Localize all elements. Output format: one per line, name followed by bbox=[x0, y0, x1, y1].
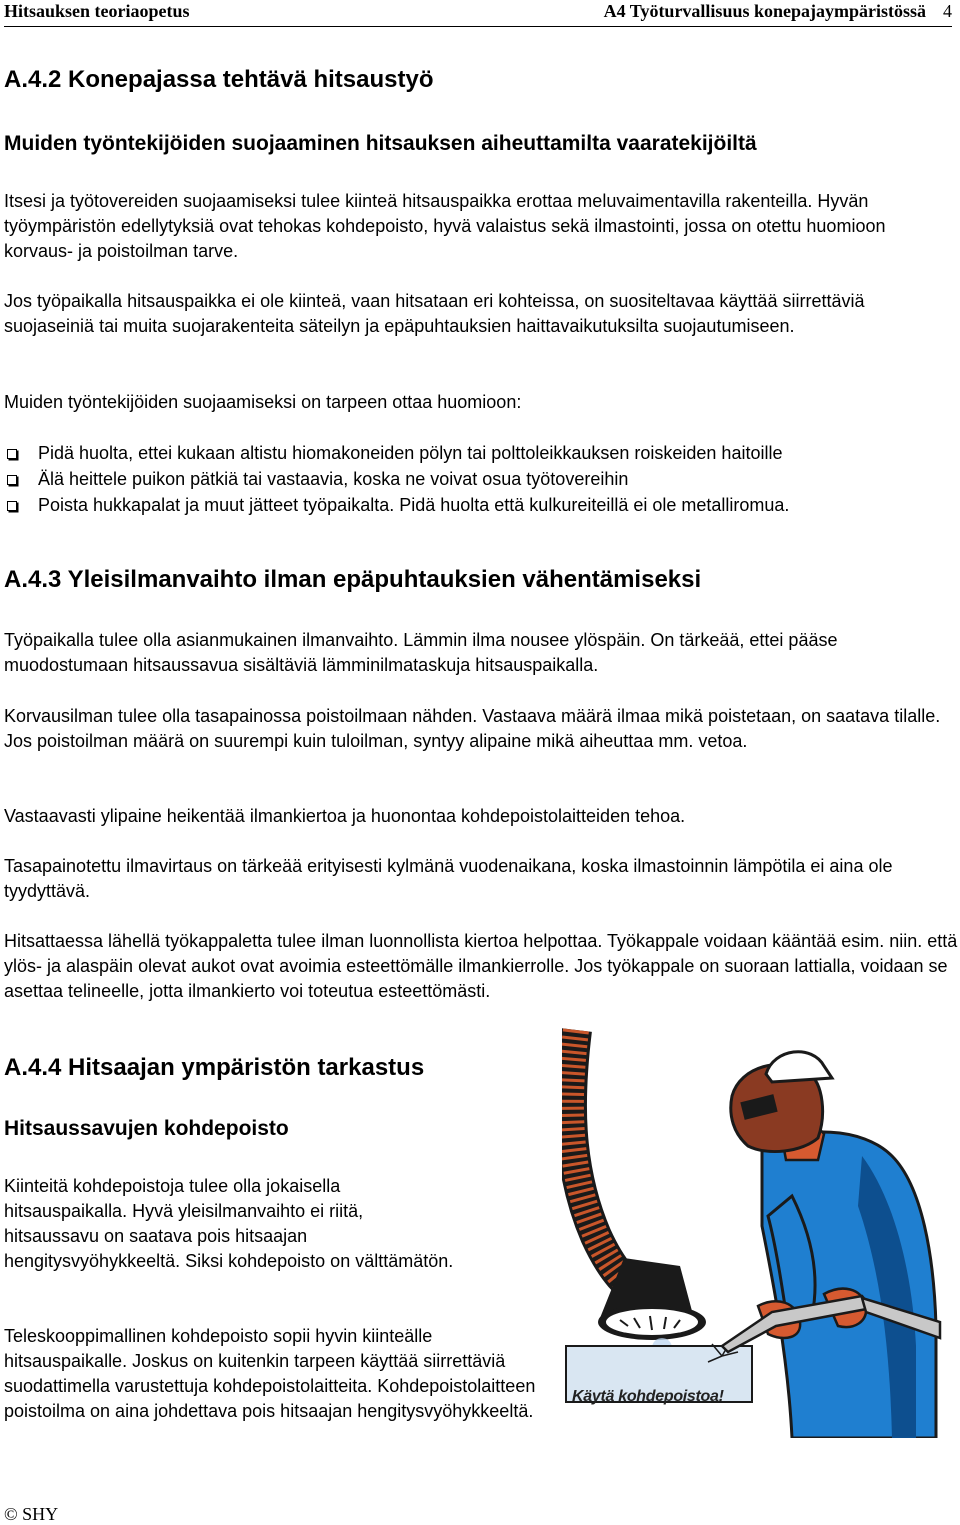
precaution-list bbox=[4, 440, 954, 518]
section-a43-title: A.4.3 Yleisilmanvaihto ilman epäpuhtauksien vähentämiseksi bbox=[4, 566, 702, 593]
section-a42-paragraph-3: Muiden työntekijöiden suojaamiseksi on tarpeen ottaa huomioon: bbox=[4, 392, 522, 412]
page-number: 4 bbox=[943, 1, 952, 21]
checkbox-bullet-icon bbox=[7, 449, 17, 459]
list-item bbox=[4, 466, 954, 492]
section-a43-paragraph-3: Vastaavasti ylipaine heikentää ilmankiertoa ja huonontaa kohdepoistolaitteiden tehoa. bbox=[4, 806, 686, 826]
list-item bbox=[4, 492, 954, 518]
section-a44-title: A.4.4 Hitsaajan ympäristön tarkastus bbox=[4, 1054, 425, 1081]
section-a43-paragraph-1: Työpaikalla tulee olla asianmukainen ilmanvaihto. Lämmin ilma nousee ylöspäin. On tärkeää, ettei pääse muodostumaan hitsaussavua sisältäviä lämminilmataskuja hitsauspaikalla. bbox=[4, 630, 838, 675]
welder-fume-extraction-illustration bbox=[562, 1026, 942, 1438]
checkbox-bullet-icon bbox=[7, 475, 17, 485]
footer-copyright: © SHY bbox=[4, 1504, 59, 1524]
hard-hat bbox=[766, 1052, 832, 1082]
section-a44-paragraph-1: Kiinteitä kohdepoistoja tulee olla jokaisella hitsauspaikalla. Hyvä yleisilmanvaihto ei riitä, hitsaussavu on saatava pois hitsaajan hengitysvyöhykkeeltä. Siksi kohdepoisto on välttämätön. bbox=[4, 1176, 454, 1271]
list-item-text: Pidä huolta, ettei kukaan altistu hiomakoneiden pölyn tai polttoleikkauksen roiskeiden haitoille bbox=[38, 443, 783, 463]
section-a42-paragraph-1: Itsesi ja työtovereiden suojaamiseksi tulee kiinteä hitsauspaikka erottaa meluvaimentavilla rakenteilla. Hyvän työympäristön edellytyksiä ovat tehokas kohdepoisto, hyvä valaistus sekä ilmastointi, jossa on otettu huomioon korvaus- ja poistoilman tarve. bbox=[4, 191, 886, 261]
section-a43-paragraph-4: Tasapainotettu ilmavirtaus on tärkeää erityisesti kylmänä vuodenaikana, koska ilmastoinnin lämpötila ei aina ole tyydyttävä. bbox=[4, 856, 893, 901]
section-a44-paragraph-2: Teleskooppimallinen kohdepoisto sopii hyvin kiinteälle hitsauspaikalle. Joskus on kuitenkin tarpeen käyttää siirrettäviä suodattimella varustettuja kohdepoistolaitteita. Kohdepoistolaitteen poistoilma on aina johdettava pois hitsaajan hengitysvyöhykkeeltä. bbox=[4, 1326, 536, 1421]
section-a42-paragraph-2: Jos työpaikalla hitsauspaikka ei ole kiinteä, vaan hitsataan eri kohteissa, on suositeltavaa käyttää siirrettäviä suojaseiniä tai muita suojarakenteita säteilyn ja epäpuhtauksien haittavaikutuksilta suojautumiseen. bbox=[4, 291, 865, 336]
header-chapter-title: A4 Työturvallisuus konepajaympäristössä bbox=[603, 1, 926, 21]
section-a42-title: A.4.2 Konepajassa tehtävä hitsaustyö bbox=[4, 66, 434, 93]
checkbox-bullet-icon bbox=[7, 501, 17, 511]
list-item-text: Älä heittele puikon pätkiä tai vastaavia, koska ne voivat osua työtovereihin bbox=[38, 469, 629, 489]
section-a43-paragraph-2: Korvausilman tulee olla tasapainossa poistoilmaan nähden. Vastaava määrä ilmaa mikä poistetaan, on saatava tilalle. Jos poistoilman määrä on suurempi kuin tuloilman, syntyy alipaine mikä aiheuttaa mm. vetoa. bbox=[4, 706, 941, 751]
header-course-title: Hitsauksen teoriaopetus bbox=[4, 1, 190, 21]
list-item-text: Poista hukkapalat ja muut jätteet työpaikalta. Pidä huolta että kulkureiteillä ei ole metalliromua. bbox=[38, 495, 790, 515]
page-header bbox=[4, 0, 952, 27]
section-a44-subtitle: Hitsaussavujen kohdepoisto bbox=[4, 1117, 289, 1140]
illustration-caption: Käytä kohdepoistoa! bbox=[572, 1388, 724, 1405]
section-a42-subtitle: Muiden työntekijöiden suojaaminen hitsauksen aiheuttamilta vaaratekijöiltä bbox=[4, 132, 757, 155]
section-a43-paragraph-5: Hitsattaessa lähellä työkappaletta tulee ilman luonnollista kiertoa helpottaa. Työkappale voidaan kääntää esim. niin. että ylös- ja alaspäin olevat aukot ovat avoimia esteettömälle ilmankierrolle. Jos työkappale on suoraan lattialla, voidaan se asettaa telineelle, jotta ilmankierto voi toteutua esteettömästi. bbox=[4, 931, 958, 1001]
list-item bbox=[4, 440, 954, 466]
